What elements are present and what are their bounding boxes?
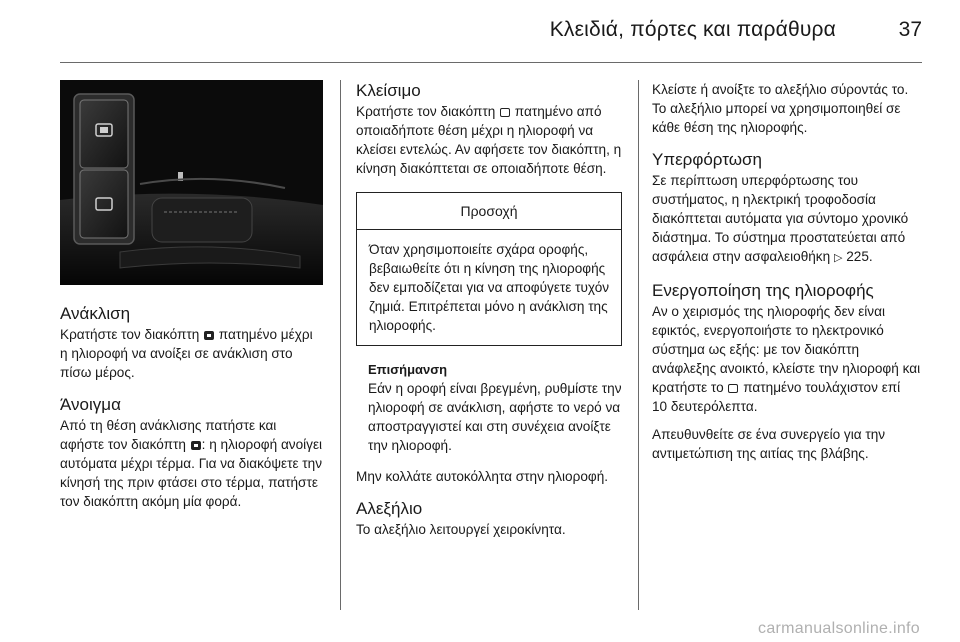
section-heading: Ανάκλιση — [60, 304, 131, 323]
sunblind-text: Κλείστε ή ανοίξτε το αλεξήλιο σύροντάς το. Το αλεξήλιο μπορεί να χρησιμοποιηθεί σε κάθε θέση της ηλιοροφής. — [652, 82, 909, 135]
section-open — [60, 394, 323, 511]
text-run: Κρατήστε τον διακόπτη — [60, 327, 204, 342]
section-text: Το αλεξήλιο λειτουργεί χειροκίνητα. — [356, 522, 566, 537]
watermark: carmanualsonline.info — [758, 620, 920, 637]
text-run: Σε περίπτωση υπερφόρτωσης του συστήματος, η ηλεκτρική τροφοδοσία διακόπτεται αυτόματα για σύντομο χρονικό διάστημα. Το σύστημα προστατεύεται από ασφάλεια στην ασφαλειοθήκη — [652, 173, 909, 264]
note-box — [356, 360, 622, 455]
close-switch-icon — [500, 108, 510, 117]
column-right — [652, 80, 922, 463]
text-run: πατημένο μέχρι η ηλιοροφή να ανοίξει σε ανάκλιση στο πίσω μέρος. — [60, 327, 313, 380]
section-text: Απευθυνθείτε σε ένα συνεργείο για την αντιμετώπιση της αιτίας της βλάβης. — [652, 427, 886, 461]
section-tilt — [60, 303, 323, 382]
section-text — [356, 102, 622, 178]
text-run: Αν ο χειρισμός της ηλιοροφής δεν είναι εφικτός, ενεργοποιήστε το ηλεκτρονικό σύστημα ως εξής: με τον διακόπτη ανάφλεξης ανοικτό, κλείστε την ηλιοροφή και κρατήστε το — [652, 304, 921, 395]
column-middle — [356, 80, 622, 539]
note-title: Επισήμανση — [368, 362, 448, 377]
column-divider — [638, 80, 639, 610]
text-run: πατημένο τουλάχιστον επί — [739, 380, 901, 395]
text-run: : η ηλιοροφή ανοίγει αυτόματα μέχρι τέρμα. Για να διακόψετε την κίνησή της πριν φτάσει στο τέρμα, πατήστε τον διακόπτη ακόμη μία φορά. — [60, 437, 323, 509]
section-close — [356, 80, 622, 178]
section-text — [652, 171, 922, 268]
page-reference[interactable]: 225. — [846, 249, 873, 264]
section-text: 10 δευτερόλεπτα. — [652, 399, 758, 414]
caution-title: Προσοχή — [357, 193, 621, 230]
page-number: 37 — [898, 18, 922, 41]
section-text — [60, 416, 323, 511]
text-run: πατημένο από οποιαδήποτε θέση μέχρι η ηλιοροφή να κλείσει εντελώς. Αν αφήσετε τον διακόπτη, η κίνηση διακόπτεται σε οποιαδήποτε θέση. — [356, 104, 622, 176]
text-run: Από τη θέση ανάκλισης πατήστε και αφήστε τον διακόπτη — [60, 418, 277, 452]
section-text — [60, 325, 323, 382]
section-text — [652, 302, 922, 397]
sunroof-switch-illustration — [60, 80, 323, 285]
section-heading: Ενεργοποίηση της ηλιοροφής — [652, 281, 874, 300]
caution-text: Όταν χρησιμοποιείτε σχάρα οροφής, βεβαιωθείτε ότι η κίνηση της ηλιοροφής δεν εμποδίζεται για να αποφύγετε τυχόν ζημιά. Επιτρέπεται μόνο η ανάκλιση της ηλιοροφής. — [369, 242, 610, 333]
sticker-warning: Μην κολλάτε αυτοκόλλητα στην ηλιοροφή. — [356, 469, 609, 484]
column-left — [60, 80, 323, 511]
section-overload — [652, 149, 922, 268]
page-title: Κλειδιά, πόρτες και παράθυρα — [549, 18, 836, 41]
page-reference-arrow-icon: ▷ — [833, 252, 843, 264]
section-heading: Άνοιγμα — [60, 395, 121, 414]
close-switch-icon — [728, 384, 738, 393]
column-divider — [340, 80, 341, 610]
section-heading: Κλείσιμο — [356, 81, 421, 100]
section-sunblind — [356, 498, 622, 539]
sunroof-switch-photo — [60, 80, 323, 285]
note-text: Εάν η οροφή είναι βρεγμένη, ρυθμίστε την ηλιοροφή σε ανάκλιση, αφήστε το νερό να αποστραγγιστεί και στη συνέχεια ανοίξτε την ηλιοροφή. — [368, 381, 622, 453]
caution-box — [356, 192, 622, 346]
page-header — [60, 0, 922, 63]
section-heading: Αλεξήλιο — [356, 499, 423, 518]
tilt-switch-icon — [191, 441, 201, 450]
tilt-switch-icon — [204, 331, 214, 340]
section-heading: Υπερφόρτωση — [652, 150, 762, 169]
text-run: Κρατήστε τον διακόπτη — [356, 104, 500, 119]
section-activation — [652, 280, 922, 463]
